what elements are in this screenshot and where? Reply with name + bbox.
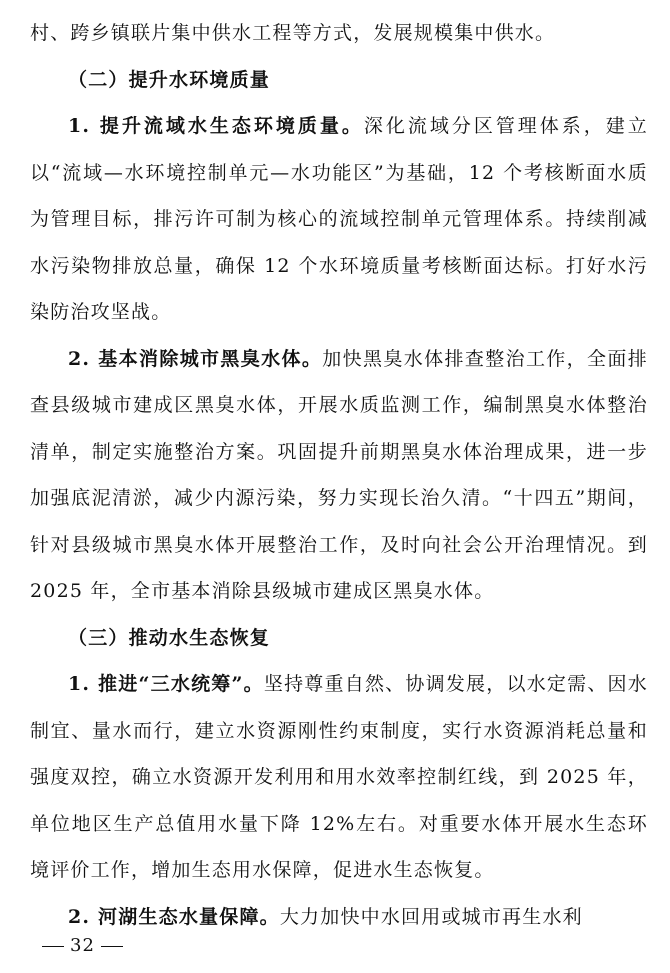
document-page — [30, 10, 648, 940]
paragraph-1-lead: 1. 提升流域水生态环境质量。 — [68, 115, 364, 137]
paragraph-3-text: 坚持尊重自然、协调发展，以水定需、因水制宜、量水而行，建立水资源刚性约束制度，实行水资源消耗总量和强度双控，确立水资源开发利用和用水效率控制红线，到 2025 年，单位地区生产总值用水量下降 12%左右。对重要水体开展水生态环境评价工作，增加生态用水保障，促进水生态恢复。 — [30, 673, 648, 881]
footer-dash-right — [101, 946, 123, 947]
page-footer — [36, 935, 129, 956]
section-heading-2: （二）提升水环境质量 — [68, 68, 271, 91]
paragraph-4 — [30, 894, 648, 941]
paragraph-1 — [30, 103, 648, 336]
paragraph-2 — [30, 336, 648, 615]
paragraph-4-text: 大力加快中水回用或城市再生水利 — [279, 905, 583, 928]
paragraph-3 — [30, 661, 648, 894]
paragraph-continuation: 村、跨乡镇联片集中供水工程等方式，发展规模集中供水。 — [30, 22, 556, 44]
footer-dash-left — [42, 946, 64, 947]
paragraph-1-text: 深化流域分区管理体系，建立以“流域—水环境控制单元—水功能区”为基础，12 个考核断面水质为管理目标，排污许可制为核心的流域控制单元管理体系。持续削减水污染物排放总量，确保 12 个水环境质量考核断面达标。打好水污染防治攻坚战。 — [30, 115, 648, 323]
page-number: 32 — [70, 935, 95, 956]
section-heading-3: （三）推动水生态恢复 — [68, 626, 271, 649]
paragraph-2-text: 加快黑臭水体排查整治工作，全面排查县级城市建成区黑臭水体，开展水质监测工作，编制黑臭水体整治清单，制定实施整治方案。巩固提升前期黑臭水体治理成果，进一步加强底泥清淤，减少内源污染，努力实现长治久清。“十四五”期间，针对县级城市黑臭水体开展整治工作，及时向社会公开治理情况。到 2025 年，全市基本消除县级城市建成区黑臭水体。 — [30, 347, 648, 602]
paragraph-3-lead: 1. 推进“三水统筹”。 — [68, 673, 264, 695]
paragraph-2-lead: 2. 基本消除城市黑臭水体。 — [68, 347, 323, 370]
paragraph-4-lead: 2. 河湖生态水量保障。 — [68, 905, 280, 928]
